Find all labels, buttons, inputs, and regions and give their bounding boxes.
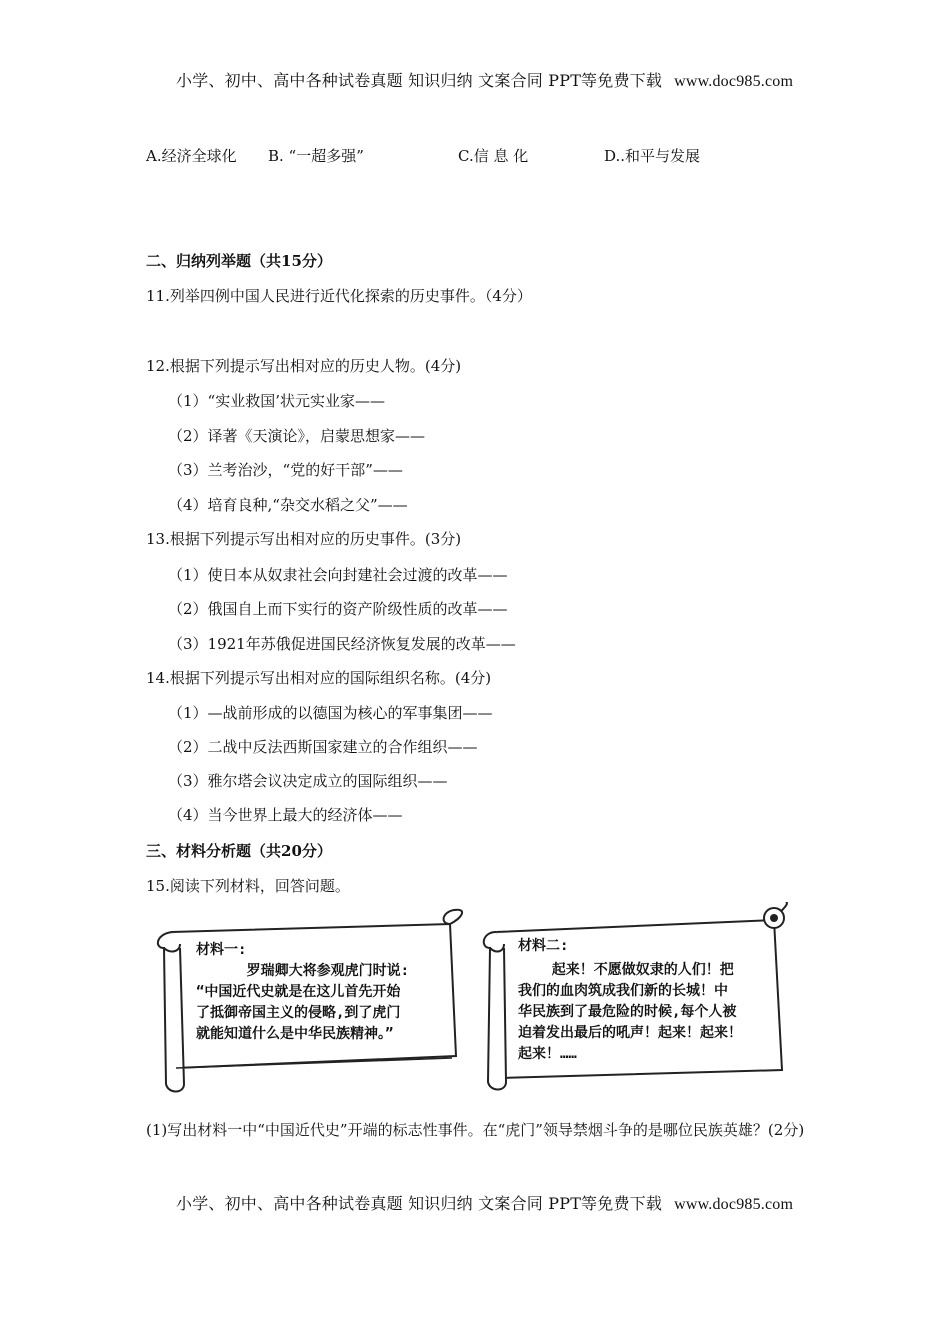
question-15: 15.阅读下列材料，回答问题。 <box>146 877 350 895</box>
option-b: B. “一超多强” <box>268 147 364 165</box>
material-2-line: 起来！…… <box>518 1046 577 1062</box>
material-2-line: 我们的血肉筑成我们新的长城！中 <box>518 983 728 999</box>
question-12-item: （1）“实业救国’状元实业家—— <box>168 392 385 410</box>
material-2-line: 迫着发出最后的吼声！起来！起来！ <box>518 1025 742 1041</box>
section2-title: 二、归纳列举题（共15分） <box>146 252 332 270</box>
question-12-item: （2）译著《天演论》，启蒙思想家—— <box>168 427 426 445</box>
question-11: 11.列举四例中国人民进行近代化探索的历史事件。（4分） <box>146 287 532 305</box>
material-2-line: 华民族到了最危险的时候,每个人被 <box>518 1004 737 1020</box>
option-a: A.经济全球化 <box>146 147 237 165</box>
material-2-label: 材料二: <box>518 938 569 954</box>
question-13-item: （3）1921年苏俄促进国民经济恢复发展的改革—— <box>168 635 516 653</box>
material-1-label: 材料一: <box>196 942 247 958</box>
material-1-line: 罗瑞卿大将参观虎门时说: <box>196 963 410 979</box>
material-1-line: “中国近代史就是在这儿首先开始 <box>196 984 401 1000</box>
material-2-scroll <box>478 902 798 1092</box>
answer-options <box>146 145 806 165</box>
material-1-scroll <box>150 908 470 1094</box>
question-13-item: （2）俄国自上而下实行的资产阶级性质的改革—— <box>168 600 508 618</box>
question-12-item: （4）培育良种,“杂交水稻之父”—— <box>168 496 408 514</box>
option-d: D..和平与发展 <box>604 147 701 165</box>
option-c: C.信 息 化 <box>458 147 529 165</box>
section3-title: 三、材料分析题（共20分） <box>146 842 332 860</box>
header-banner: 小学、初中、高中各种试卷真题 知识归纳 文案合同 PPT等免费下载 www.doc985.com <box>176 71 794 90</box>
question-14-item: （4）当今世界上最大的经济体—— <box>168 806 403 824</box>
question-14-item: （3）雅尔塔会议决定成立的国际组织—— <box>168 772 448 790</box>
question-15-1: (1)写出材料一中“中国近代史”开端的标志性事件。在“虎门”领导禁烟斗争的是哪位民族英雄？(2分) <box>146 1121 805 1139</box>
footer-banner: 小学、初中、高中各种试卷真题 知识归纳 文案合同 PPT等免费下载 www.doc985.com <box>176 1194 794 1213</box>
question-13-item: （1）使日本从奴隶社会向封建社会过渡的改革—— <box>168 566 508 584</box>
material-2-line: 起来！不愿做奴隶的人们！把 <box>518 962 734 978</box>
question-14-item: （1）—战前形成的以德国为核心的军事集团—— <box>168 704 493 722</box>
question-13-title: 13.根据下列提示写出相对应的历史事件。(3分) <box>146 530 462 548</box>
question-12-title: 12.根据下列提示写出相对应的历史人物。(4分) <box>146 357 462 375</box>
question-14-item: （2）二战中反法西斯国家建立的合作组织—— <box>168 738 478 756</box>
question-14-title: 14.根据下列提示写出相对应的国际组织名称。(4分) <box>146 669 492 687</box>
question-12-item: （3）兰考治沙，“党的好干部”—— <box>168 461 403 479</box>
material-1-line: 了抵御帝国主义的侵略,到了虎门 <box>196 1005 401 1021</box>
material-1-line: 就能知道什么是中华民族精神。” <box>196 1026 394 1042</box>
